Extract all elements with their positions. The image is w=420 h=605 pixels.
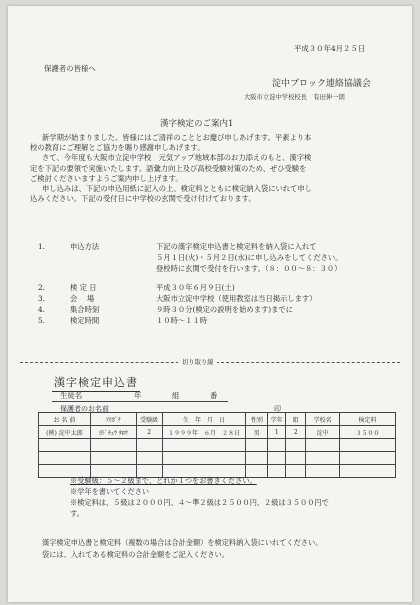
column-header: 生 年 月 日 (162, 413, 246, 426)
item-text: 下記の漢字検定申込書と検定料を納入袋に入れて (156, 242, 317, 251)
item-text: 大阪市立淀中学校（使用教室は当日掲示します） (156, 294, 317, 303)
body-line: さて、今年度も大阪市立淀中学校 元気アップ地域本部のお力添えのもと、漢字検 (42, 153, 312, 163)
table-cell: ３５００ (340, 426, 396, 439)
item-number: 4. (38, 305, 45, 314)
item-label: 会 場 (70, 294, 95, 303)
item-number: 5. (38, 316, 45, 325)
table-cell: 男 (246, 426, 268, 439)
cut-line-label: 切り取り線 (178, 357, 217, 366)
table-row[interactable] (39, 452, 396, 465)
sender-name: 大阪市立淀中学校校長 有田伸一朗 (244, 94, 345, 101)
number-label: 番 (210, 391, 218, 400)
column-header: お 名 前 (39, 413, 91, 426)
student-name-label: 生徒名 (60, 391, 83, 400)
document-page (8, 6, 412, 602)
table-cell: ﾖﾄﾞﾁｭｳ ﾀﾛｳ (90, 426, 136, 439)
item-text: 登校時に玄関で受付を行います。（８：００～８：３０） (156, 264, 342, 273)
item-number: 2. (38, 283, 45, 292)
footer-line: 袋には、入れてある検定料の合計金額をご記入ください。 (42, 550, 229, 559)
example-row (39, 426, 396, 439)
body-line: 申し込みは、下記の申込用紙に記入の上、検定料とともに検定納入袋にいれて申し (42, 184, 312, 194)
item-number: 3. (38, 294, 45, 303)
column-header: 学年 (268, 413, 286, 426)
item-label: 申込方法 (70, 242, 100, 251)
item-text: １０時～１１時 (156, 316, 208, 325)
form-title: 漢字検定申込書 (52, 374, 140, 392)
note-line: す。 (70, 509, 84, 518)
column-header: ﾌﾘｶﾞﾅ (90, 413, 136, 426)
item-text: ９時３０分(検定の説明を始めます)までに (156, 305, 294, 314)
column-header: 組 (286, 413, 306, 426)
item-text: ５月１日(火)・５月２日(水)に申し込みをしてください。 (156, 253, 343, 262)
page-title: 漢字検定のご案内1 (160, 119, 234, 129)
table-cell: 2 (286, 426, 306, 439)
table-header-row (39, 413, 396, 426)
guardian-label: 保護者のお名前 (60, 405, 109, 413)
column-header: 検定料 (340, 413, 396, 426)
letter-date: 平成３０年4月２５日 (294, 44, 366, 53)
year-label: 年 (134, 391, 142, 400)
organization-name: 淀中ブロック連絡協議会 (272, 79, 371, 89)
table-cell: 淀中 (306, 426, 340, 439)
table-cell: １９９９年 ６月 ２８日 (162, 426, 246, 439)
note-line: ※検定料は、５級は２０００円、４～準２級は２５００円、２級は３５００円で (70, 498, 329, 507)
table-cell: 2 (136, 426, 162, 439)
item-label: 検 定 日 (70, 283, 97, 292)
body-line: 込みください。下記の受付日に中学校の玄関で受け付けております。 (30, 194, 256, 204)
seal-mark: 印 (274, 405, 281, 413)
column-header: 性別 (246, 413, 268, 426)
table-row[interactable] (39, 439, 396, 452)
item-number: 1. (38, 242, 45, 251)
body-paragraphs (30, 133, 312, 204)
student-underline[interactable] (52, 401, 228, 402)
application-table (38, 412, 396, 478)
body-line: 新学期が始まりました。皆様にはご清祥のこととお慶び申しあげます。平素より本 (42, 133, 312, 142)
letter-recipient: 保護者の皆様へ (44, 64, 96, 73)
column-header: 受験級 (136, 413, 162, 426)
note-line: ※受験級：５～２級まで、どれか１つをお書きください。 (70, 476, 257, 485)
table-cell: 1 (268, 426, 286, 439)
class-label: 組 (172, 391, 180, 400)
body-line: 校の教育にご理解とご協力を賜り感謝申しあげます。 (30, 143, 205, 153)
item-label: 検定時間 (70, 316, 100, 325)
body-line: ご検討くださいますようご案内申し上げます。 (30, 173, 183, 183)
item-label: 集合時刻 (70, 305, 100, 314)
item-text: 平成３０年６月９日(土) (156, 283, 235, 292)
table-cell: (例) 淀中太郎 (39, 426, 91, 439)
footer-line: 漢字検定申込書と検定料（複数の場合は合計金額）を検定料納入袋にいれてください。 (42, 538, 323, 547)
body-line: 定を下記の要領で実施いたします。語彙力向上及び高校受験対策のため、ぜひ受験を (30, 163, 307, 173)
column-header: 学校名 (306, 413, 340, 426)
note-line: ※学年を書いてください (70, 487, 150, 496)
